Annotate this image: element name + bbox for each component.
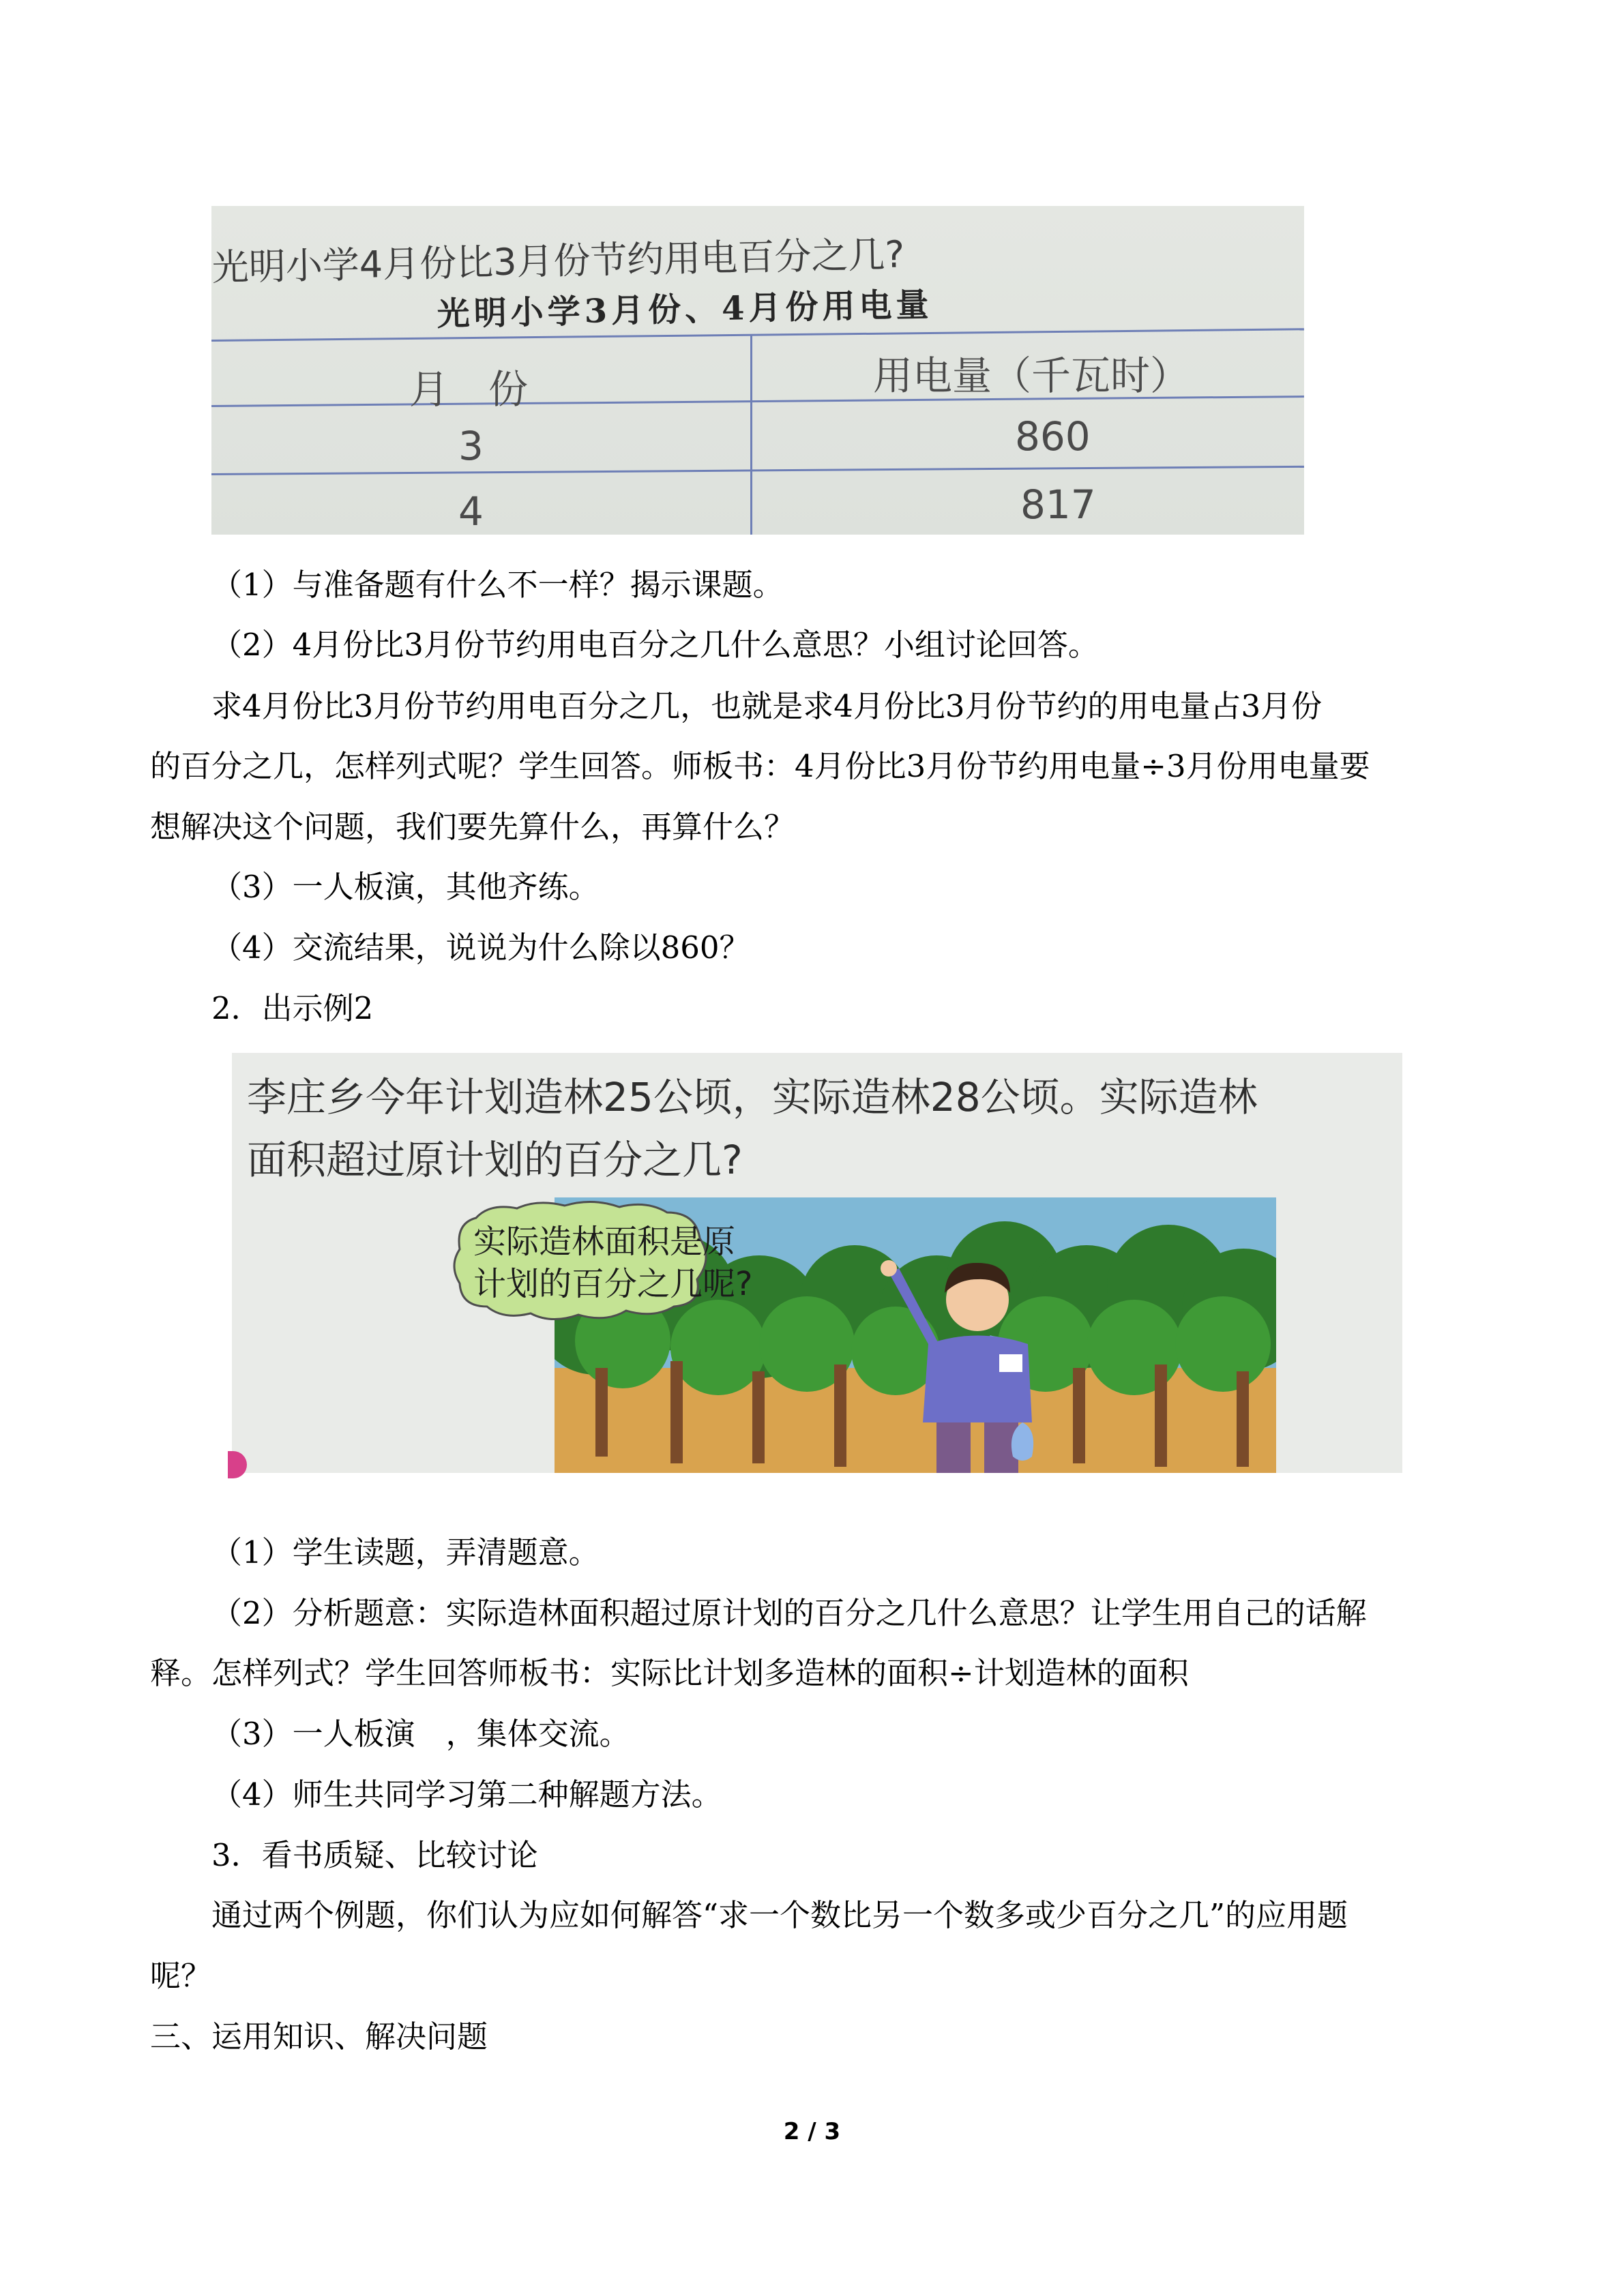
- paragraph: 呢？: [150, 1958, 212, 1994]
- paragraph: （4）师生共同学习第二种解题方法。: [211, 1776, 722, 1813]
- table-rule: [211, 328, 1304, 342]
- paragraph: 释。怎样列式？学生回答师板书：实际比计划多造林的面积÷计划造林的面积: [150, 1655, 1189, 1691]
- paragraph: 通过两个例题，你们认为应如何解答“求一个数比另一个数多或少百分之几”的应用题: [211, 1897, 1348, 1933]
- page-number: 2 / 3: [783, 2118, 841, 2145]
- table-divider: [750, 336, 752, 535]
- section-heading: 三、运用知识、解决问题: [150, 2018, 488, 2055]
- paragraph: 2．出示例2: [211, 990, 374, 1026]
- paragraph: （1）学生读题，弄清题意。: [211, 1534, 600, 1570]
- table-cell-usage: 860: [1015, 413, 1091, 460]
- photo-table-title: 光明小学3月份、4月份用电量: [437, 286, 933, 333]
- paragraph: （3）一人板演，其他齐练。: [211, 869, 600, 905]
- paragraph: （2）4月份比3月份节约用电百分之几什么意思？小组讨论回答。: [211, 627, 1099, 663]
- table-header-usage: 用电量（千瓦时）: [873, 353, 1190, 399]
- paragraph: 的百分之几，怎样列式呢？学生回答。师板书：4月份比3月份节约用电量÷3月份用电量要: [150, 748, 1370, 784]
- table-cell-usage: 817: [1020, 481, 1096, 528]
- table-cell-month: 4: [458, 488, 484, 535]
- photo-question: 光明小学4月份比3月份节约用电百分之几?: [211, 233, 905, 289]
- forest-photo: [232, 1053, 1402, 1473]
- paragraph: （3）一人板演 ，集体交流。: [211, 1716, 630, 1752]
- paragraph: 求4月份比3月份节约用电百分之几，也就是求4月份比3月份节约的用电量占3月份: [211, 688, 1323, 724]
- photo-question: 李庄乡今年计划造林25公顷，实际造林28公顷。实际造林: [247, 1074, 1258, 1120]
- paragraph: 3．看书质疑、比较讨论: [211, 1837, 538, 1873]
- table-cell-month: 3: [458, 423, 484, 469]
- photo-question: 面积超过原计划的百分之几?: [247, 1137, 743, 1183]
- bubble-text: 计划的百分之几呢?: [473, 1265, 753, 1303]
- paragraph: （2）分析题意：实际造林面积超过原计划的百分之几什么意思？让学生用自己的话解: [211, 1595, 1367, 1631]
- table-rule: [211, 466, 1304, 475]
- paragraph: （4）交流结果，说说为什么除以860？: [211, 929, 750, 966]
- paragraph: （1）与准备题有什么不一样？揭示课题。: [211, 567, 784, 603]
- paragraph: 想解决这个问题，我们要先算什么，再算什么？: [150, 809, 795, 845]
- bubble-text: 实际造林面积是原: [473, 1223, 736, 1261]
- table-header-month: 月 份: [409, 366, 529, 413]
- table-photo: [211, 206, 1304, 535]
